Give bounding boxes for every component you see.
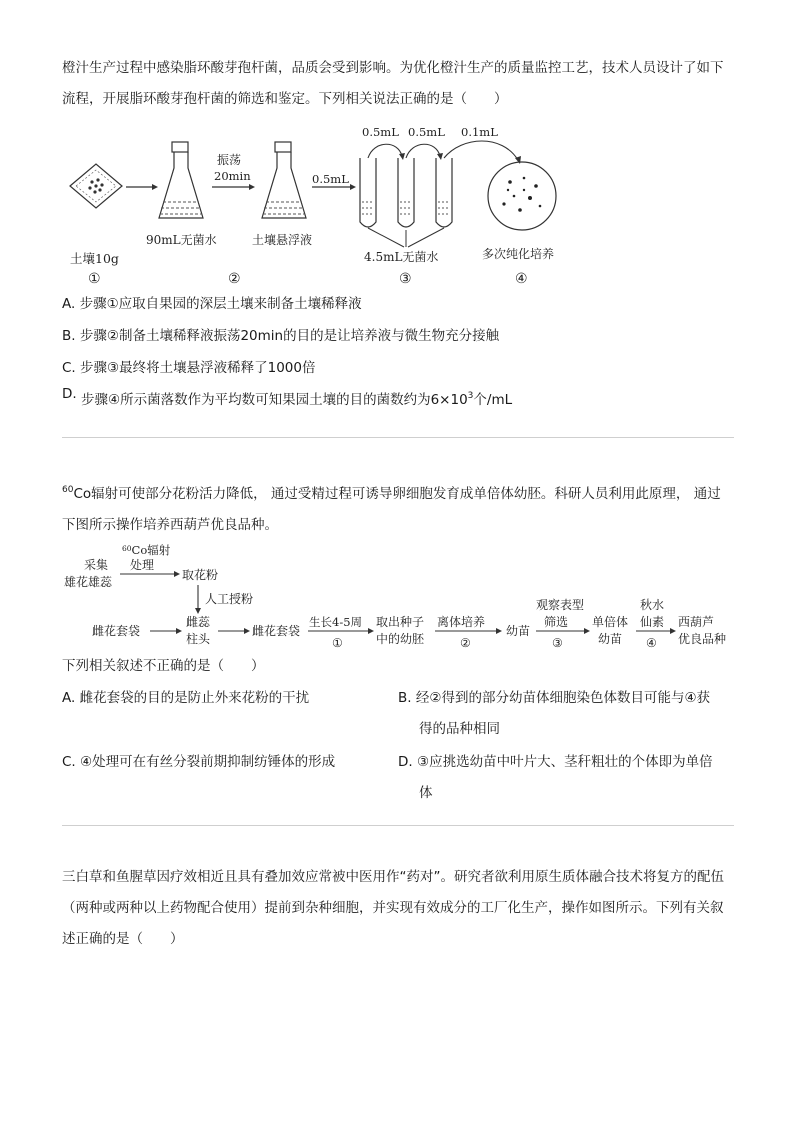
test-tube-2-icon <box>398 158 414 227</box>
culture-label: 离体培养 <box>437 615 486 629</box>
question-3-stem: 三白草和鱼腥草因疗效相近且具有叠加效应常被中医用作“药对”。研究者欲利用原生质体融合技术将复方的配伍（两种或两种以上药物配合使用）提前到杂种细胞，并实现有效成分的工厂化生产，操作如图所示。下列有关叙述正确的是（ ） <box>62 869 724 947</box>
flask-2-icon <box>262 142 306 218</box>
q2-option-d-line-2: 体 <box>419 785 433 801</box>
q1-option-d-unit: 个/mL <box>473 392 513 408</box>
transfer-label-1: 0.5mL <box>312 172 349 186</box>
question-1-stem: 橙汁生产过程中感染脂环酸芽孢杆菌，品质会受到影响。为优化橙汁生产的质量监控工艺，技术人员设计了如下流程，开展脂环酸芽孢杆菌的筛选和鉴定。下列相关说法正确的是（ ） <box>62 60 724 107</box>
test-tube-3-icon <box>436 158 452 227</box>
grow-label: 生长4-5周 <box>309 615 363 629</box>
q1-option-d-exponent: 3 <box>467 390 474 401</box>
zucchini-breeding-diagram <box>62 542 738 654</box>
q1-option-d[interactable] <box>62 385 512 416</box>
co-label: $^{60}$Co辐射 <box>122 543 171 557</box>
step-4-marker-2: ④ <box>646 636 657 650</box>
q2-isotope-sup: 60 <box>62 484 74 495</box>
result-label-2: 优良品种 <box>678 632 727 646</box>
q1-option-b[interactable]: B. 步骤②制备土壤稀释液振荡20min的目的是让培养液与微生物充分接触 <box>62 328 500 344</box>
colchicine-label-1: 秋水 <box>640 598 665 612</box>
q2-option-c[interactable]: C. ④处理可在有丝分裂前期抑制纺锤体的形成 <box>62 754 336 770</box>
seed-label-1: 取出种子 <box>376 615 425 629</box>
divider-1 <box>62 437 734 438</box>
haploid-label-1: 单倍体 <box>592 615 629 629</box>
q2-option-a[interactable]: A. 雌花套袋的目的是防止外来花粉的干扰 <box>62 690 310 706</box>
shake-time-label: 20min <box>214 169 251 183</box>
colchicine-label-2: 仙素 <box>640 615 665 629</box>
tube-label: 4.5mL无菌水 <box>364 250 439 264</box>
q2-stem-text: Co辐射可使部分花粉活力降低， 通过受精过程可诱导卵细胞发育成单倍体幼胚。科研人员利用此原理， 通过下图所示操作培养西葫芦优良品种。 <box>62 486 721 533</box>
soil-sample-icon <box>70 164 122 208</box>
shake-label: 振荡 <box>217 153 242 167</box>
bag-label-1: 雌花套袋 <box>92 624 141 638</box>
step-3-marker-2: ③ <box>552 636 563 650</box>
q2-option-b-line-1: B. 经②得到的部分幼苗体细胞染色体数目可能与④获 <box>398 690 711 706</box>
pistil-label-1: 雌蕊 <box>186 615 211 629</box>
seed-label-2: 中的幼胚 <box>376 632 425 646</box>
pollinate-label: 人工授粉 <box>205 592 254 606</box>
transfer-label-3: 0.5mL <box>408 125 445 139</box>
seedling-label: 幼苗 <box>506 624 531 638</box>
q2-option-b[interactable] <box>398 683 710 745</box>
screen-label: 筛选 <box>544 615 569 629</box>
petri-dish-icon <box>488 162 556 230</box>
q2-option-d[interactable] <box>398 747 713 809</box>
step-1-marker-2: ① <box>332 636 343 650</box>
flask-1-icon <box>159 142 203 218</box>
q1-option-a[interactable]: A. 步骤①应取自果园的深层土壤来制备土壤稀释液 <box>62 296 362 312</box>
flask-2-label: 土壤悬浮液 <box>252 233 313 247</box>
soil-label: 土壤10g <box>70 251 119 266</box>
soil-dilution-diagram <box>62 120 582 290</box>
result-label-1: 西葫芦 <box>678 615 715 629</box>
plate-label: 多次纯化培养 <box>482 247 555 261</box>
q1-option-d-letter: D. <box>62 386 77 402</box>
question-2-stem <box>62 479 734 541</box>
collect-label-1: 采集 <box>84 558 109 572</box>
step-1-marker: ① <box>88 271 101 287</box>
q2-prompt: 下列相关叙述不正确的是（ ） <box>62 658 265 674</box>
q1-option-c[interactable]: C. 步骤③最终将土壤悬浮液稀释了1000倍 <box>62 360 316 376</box>
divider-2 <box>62 825 734 826</box>
collect-label-2: 雄花雄蕊 <box>64 575 113 589</box>
transfer-label-4: 0.1mL <box>461 125 498 139</box>
step-4-marker: ④ <box>515 271 528 287</box>
pistil-label-2: 柱头 <box>186 632 211 646</box>
flask-1-label: 90mL无菌水 <box>146 233 217 247</box>
step-3-marker: ③ <box>399 271 412 287</box>
q2-option-d-line-1: D. ③应挑选幼苗中叶片大、茎秆粗壮的个体即为单倍 <box>398 754 713 770</box>
step-2-marker: ② <box>228 271 241 287</box>
haploid-label-2: 幼苗 <box>598 632 623 646</box>
transfer-label-2: 0.5mL <box>362 125 399 139</box>
q2-option-b-line-2: 得的品种相同 <box>419 721 500 737</box>
process-label: 处理 <box>130 558 155 572</box>
step-2-marker-2: ② <box>460 636 471 650</box>
q1-option-d-text: 步骤④所示菌落数作为平均数可知果园土壤的目的菌数约为6×10 <box>80 392 468 408</box>
pollen-label: 取花粉 <box>182 568 219 582</box>
observe-label: 观察表型 <box>536 598 585 612</box>
bag-label-2: 雌花套袋 <box>252 624 301 638</box>
test-tube-1-icon <box>360 158 376 227</box>
